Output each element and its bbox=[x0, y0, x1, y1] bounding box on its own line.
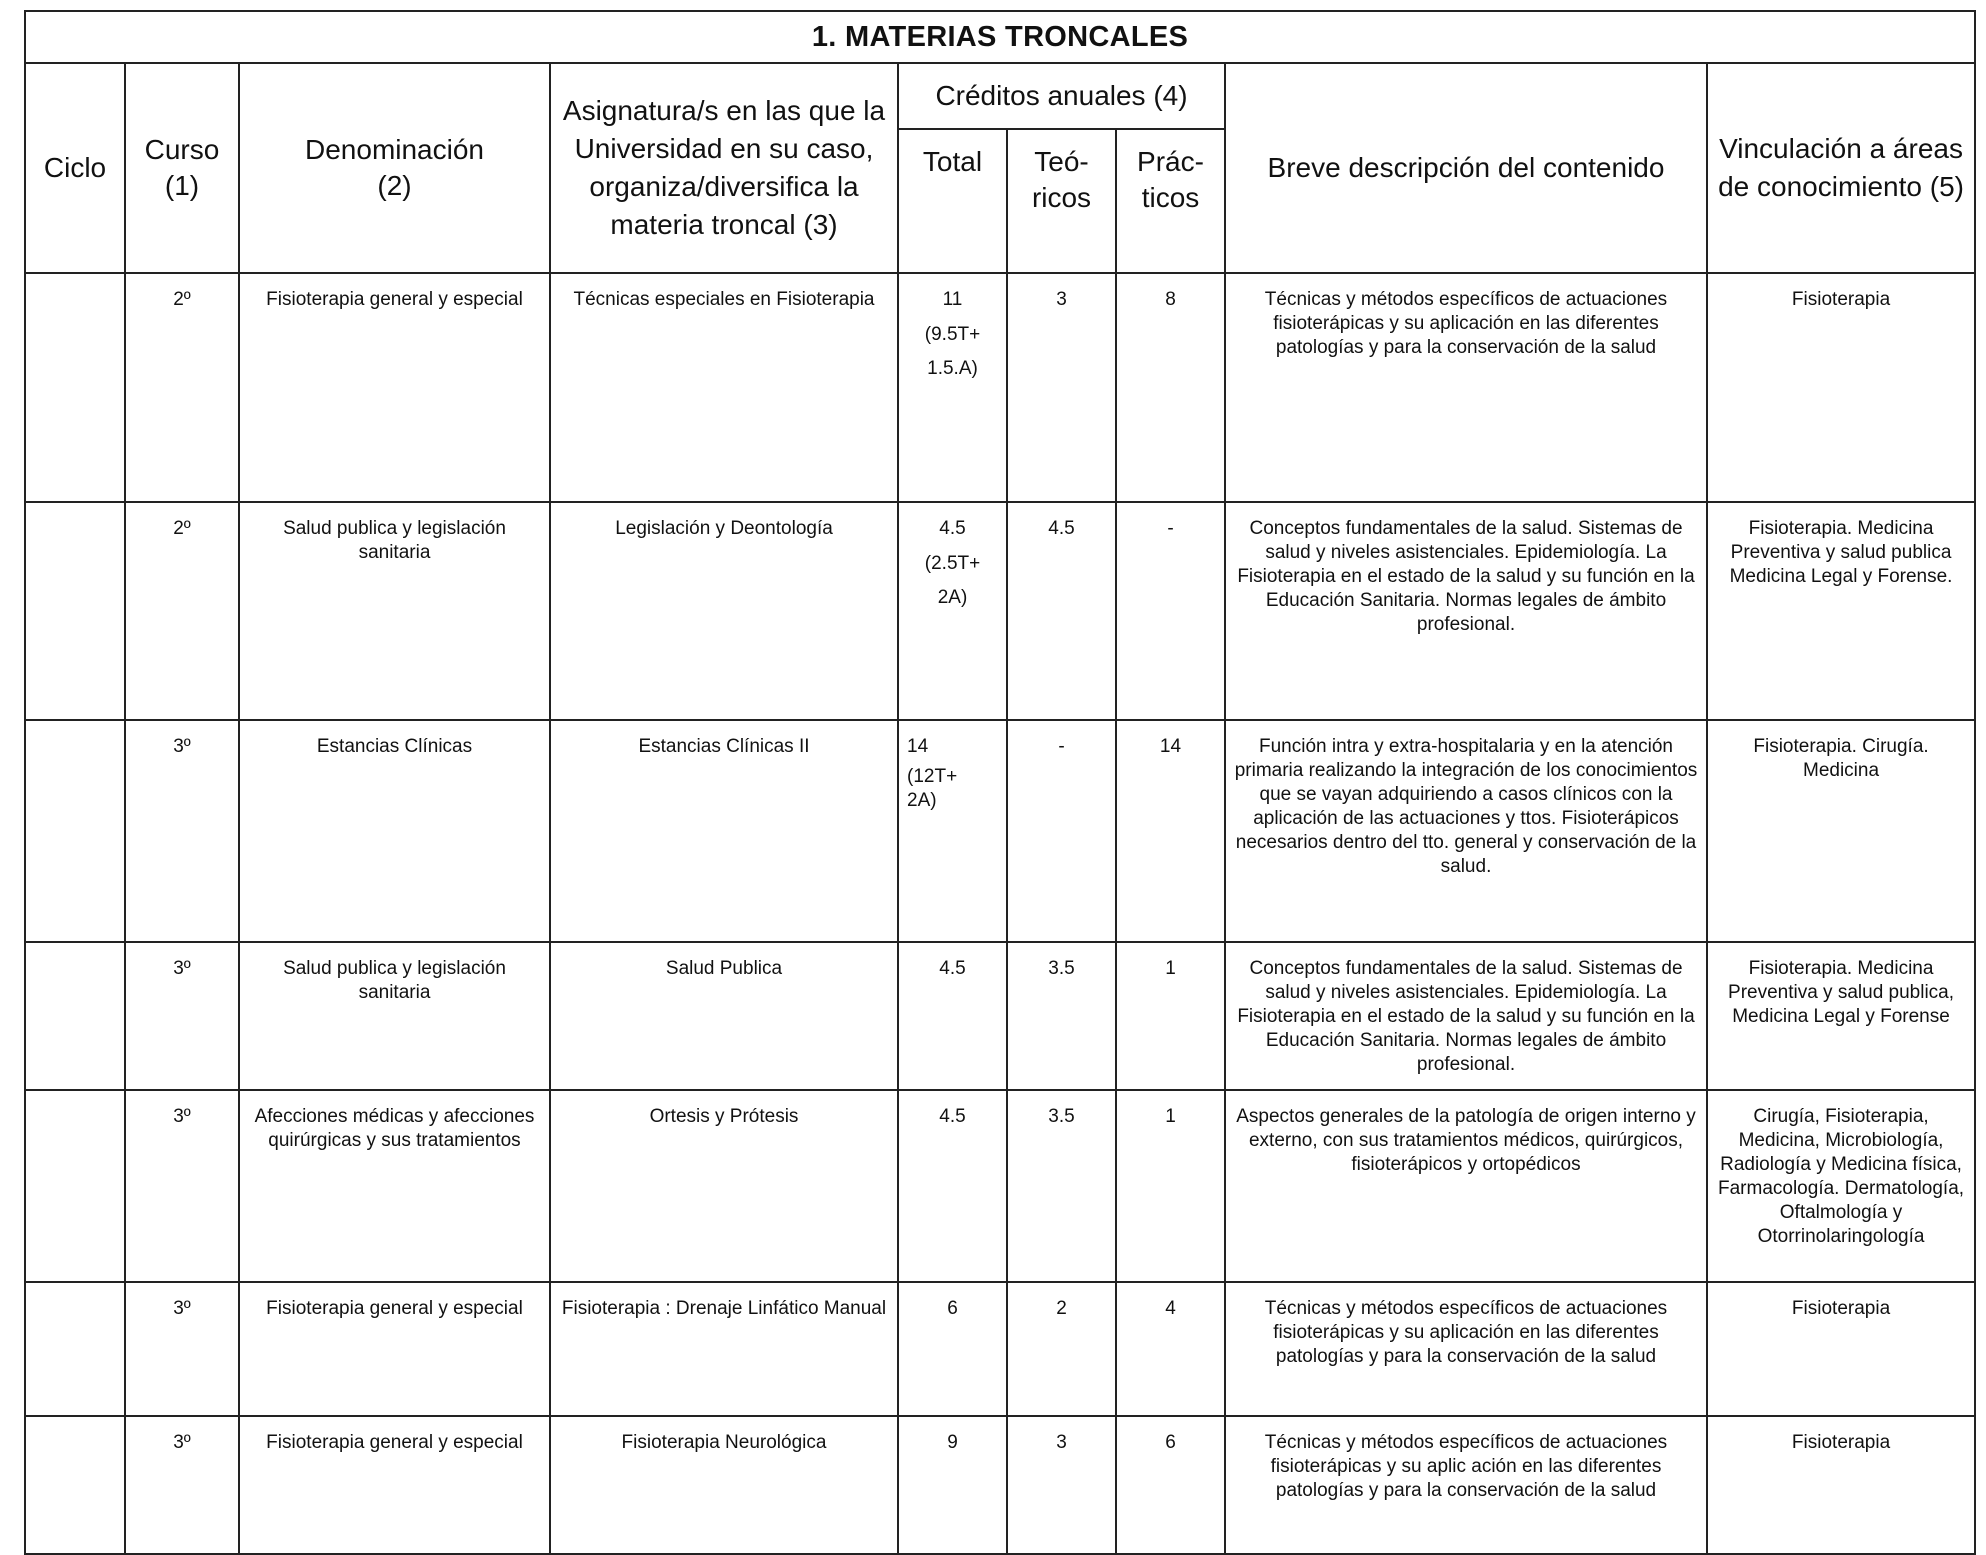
cell-total: 9 bbox=[898, 1416, 1007, 1554]
total-value: 14 bbox=[907, 736, 929, 757]
materias-troncales-sheet bbox=[24, 10, 1974, 1555]
cell-denominacion: Salud publica y legislación sanitaria bbox=[239, 942, 550, 1090]
cell-vinculacion: Fisioterapia bbox=[1707, 273, 1975, 502]
cell-ciclo bbox=[25, 502, 125, 720]
table-row bbox=[25, 1282, 1975, 1416]
cell-practicos: - bbox=[1116, 502, 1225, 720]
cell-asignatura: Fisioterapia Neurológica bbox=[550, 1416, 898, 1554]
table-title: 1. MATERIAS TRONCALES bbox=[25, 11, 1975, 63]
cell-curso: 3º bbox=[125, 720, 239, 942]
header-denominacion: Denominación (2) bbox=[239, 63, 550, 273]
cell-descripcion: Técnicas y métodos específicos de actuaciones fisioterápicas y su aplicación en las diferentes patologías y para la conservación de la salud bbox=[1225, 1282, 1707, 1416]
cell-vinculacion: Cirugía, Fisioterapia, Medicina, Microbiología, Radiología y Medicina física, Farmacología. Dermatología, Oftalmología y Otorrinolaringología bbox=[1707, 1090, 1975, 1282]
cell-denominacion: Fisioterapia general y especial bbox=[239, 1416, 550, 1554]
cell-descripcion: Aspectos generales de la patología de origen interno y externo, con sus tratamientos médicos, quirúrgicos, fisioterápicos y ortopédicos bbox=[1225, 1090, 1707, 1282]
total-value: 11 bbox=[942, 289, 963, 310]
cell-asignatura: Legislación y Deontología bbox=[550, 502, 898, 720]
cell-asignatura: Salud Publica bbox=[550, 942, 898, 1090]
cell-ciclo bbox=[25, 1090, 125, 1282]
total-value: 4.5 bbox=[939, 518, 966, 539]
table-row bbox=[25, 502, 1975, 720]
table-row bbox=[25, 942, 1975, 1090]
cell-total bbox=[898, 502, 1007, 720]
cell-ciclo bbox=[25, 1416, 125, 1554]
cell-practicos: 8 bbox=[1116, 273, 1225, 502]
cell-asignatura: Ortesis y Prótesis bbox=[550, 1090, 898, 1282]
cell-practicos: 1 bbox=[1116, 1090, 1225, 1282]
cell-asignatura: Técnicas especiales en Fisioterapia bbox=[550, 273, 898, 502]
cell-total: 6 bbox=[898, 1282, 1007, 1416]
table-row bbox=[25, 1416, 1975, 1554]
header-practicos: Prác- ticos bbox=[1116, 129, 1225, 273]
table-row bbox=[25, 1090, 1975, 1282]
cell-vinculacion: Fisioterapia bbox=[1707, 1282, 1975, 1416]
cell-ciclo bbox=[25, 720, 125, 942]
cell-teoricos: 3 bbox=[1007, 273, 1116, 502]
cell-ciclo bbox=[25, 1282, 125, 1416]
cell-vinculacion: Fisioterapia. Medicina Preventiva y salud publica, Medicina Legal y Forense bbox=[1707, 942, 1975, 1090]
cell-denominacion: Afecciones médicas y afecciones quirúrgicas y sus tratamientos bbox=[239, 1090, 550, 1282]
cell-curso: 3º bbox=[125, 1416, 239, 1554]
materias-table bbox=[24, 10, 1976, 1555]
header-vinculacion: Vinculación a áreas de conocimiento (5) bbox=[1707, 63, 1975, 273]
cell-teoricos: - bbox=[1007, 720, 1116, 942]
header-creditos: Créditos anuales (4) bbox=[898, 63, 1225, 129]
total-detail-2: 2A) bbox=[907, 790, 937, 811]
cell-ciclo bbox=[25, 942, 125, 1090]
cell-curso: 2º bbox=[125, 273, 239, 502]
cell-practicos: 6 bbox=[1116, 1416, 1225, 1554]
cell-curso: 3º bbox=[125, 942, 239, 1090]
cell-teoricos: 2 bbox=[1007, 1282, 1116, 1416]
cell-total bbox=[898, 720, 1007, 942]
total-detail-1: (12T+ bbox=[907, 766, 958, 787]
cell-vinculacion: Fisioterapia bbox=[1707, 1416, 1975, 1554]
cell-teoricos: 3.5 bbox=[1007, 1090, 1116, 1282]
table-row bbox=[25, 273, 1975, 502]
header-teoricos: Teó- ricos bbox=[1007, 129, 1116, 273]
cell-vinculacion: Fisioterapia. Cirugía. Medicina bbox=[1707, 720, 1975, 942]
cell-total: 4.5 bbox=[898, 1090, 1007, 1282]
cell-curso: 3º bbox=[125, 1090, 239, 1282]
cell-descripcion: Técnicas y métodos específicos de actuaciones fisioterápicas y su aplic ación en las diferentes patologías y para la conservación de la salud bbox=[1225, 1416, 1707, 1554]
header-ciclo: Ciclo bbox=[25, 63, 125, 273]
table-row bbox=[25, 720, 1975, 942]
cell-ciclo bbox=[25, 273, 125, 502]
header-descripcion: Breve descripción del contenido bbox=[1225, 63, 1707, 273]
total-detail-2: 1.5.A) bbox=[927, 358, 978, 379]
cell-descripcion: Técnicas y métodos específicos de actuaciones fisioterápicas y su aplicación en las diferentes patologías y para la conservación de la salud bbox=[1225, 273, 1707, 502]
header-asignatura: Asignatura/s en las que la Universidad en su caso, organiza/diversifica la materia troncal (3) bbox=[550, 63, 898, 273]
cell-asignatura: Fisioterapia : Drenaje Linfático Manual bbox=[550, 1282, 898, 1416]
cell-total bbox=[898, 273, 1007, 502]
cell-total: 4.5 bbox=[898, 942, 1007, 1090]
cell-descripcion: Función intra y extra-hospitalaria y en la atención primaria realizando la integración de los conocimientos que se vayan adquiriendo a casos clínicos con la aplicación de las actuaciones y ttos. Fisioterápicos necesarios dentro del tto. general y conservación de la salud. bbox=[1225, 720, 1707, 942]
cell-teoricos: 3.5 bbox=[1007, 942, 1116, 1090]
cell-teoricos: 3 bbox=[1007, 1416, 1116, 1554]
cell-teoricos: 4.5 bbox=[1007, 502, 1116, 720]
cell-practicos: 4 bbox=[1116, 1282, 1225, 1416]
cell-descripcion: Conceptos fundamentales de la salud. Sistemas de salud y niveles asistenciales. Epidemiología. La Fisioterapia en el estado de la salud y su función en la Educación Sanitaria. Normas legales de ámbito profesional. bbox=[1225, 502, 1707, 720]
total-detail-1: (2.5T+ bbox=[924, 553, 981, 574]
header-curso: Curso (1) bbox=[125, 63, 239, 273]
total-detail-2: 2A) bbox=[937, 587, 968, 608]
cell-vinculacion: Fisioterapia. Medicina Preventiva y salud publica Medicina Legal y Forense. bbox=[1707, 502, 1975, 720]
cell-asignatura: Estancias Clínicas II bbox=[550, 720, 898, 942]
cell-curso: 3º bbox=[125, 1282, 239, 1416]
cell-curso: 2º bbox=[125, 502, 239, 720]
total-detail-1: (9.5T+ bbox=[924, 324, 981, 345]
cell-denominacion: Salud publica y legislación sanitaria bbox=[239, 502, 550, 720]
cell-denominacion: Fisioterapia general y especial bbox=[239, 273, 550, 502]
header-total: Total bbox=[898, 129, 1007, 273]
cell-denominacion: Estancias Clínicas bbox=[239, 720, 550, 942]
cell-practicos: 14 bbox=[1116, 720, 1225, 942]
cell-descripcion: Conceptos fundamentales de la salud. Sistemas de salud y niveles asistenciales. Epidemiología. La Fisioterapia en el estado de la salud y su función en la Educación Sanitaria. Normas legales de ámbito profesional. bbox=[1225, 942, 1707, 1090]
cell-denominacion: Fisioterapia general y especial bbox=[239, 1282, 550, 1416]
cell-practicos: 1 bbox=[1116, 942, 1225, 1090]
